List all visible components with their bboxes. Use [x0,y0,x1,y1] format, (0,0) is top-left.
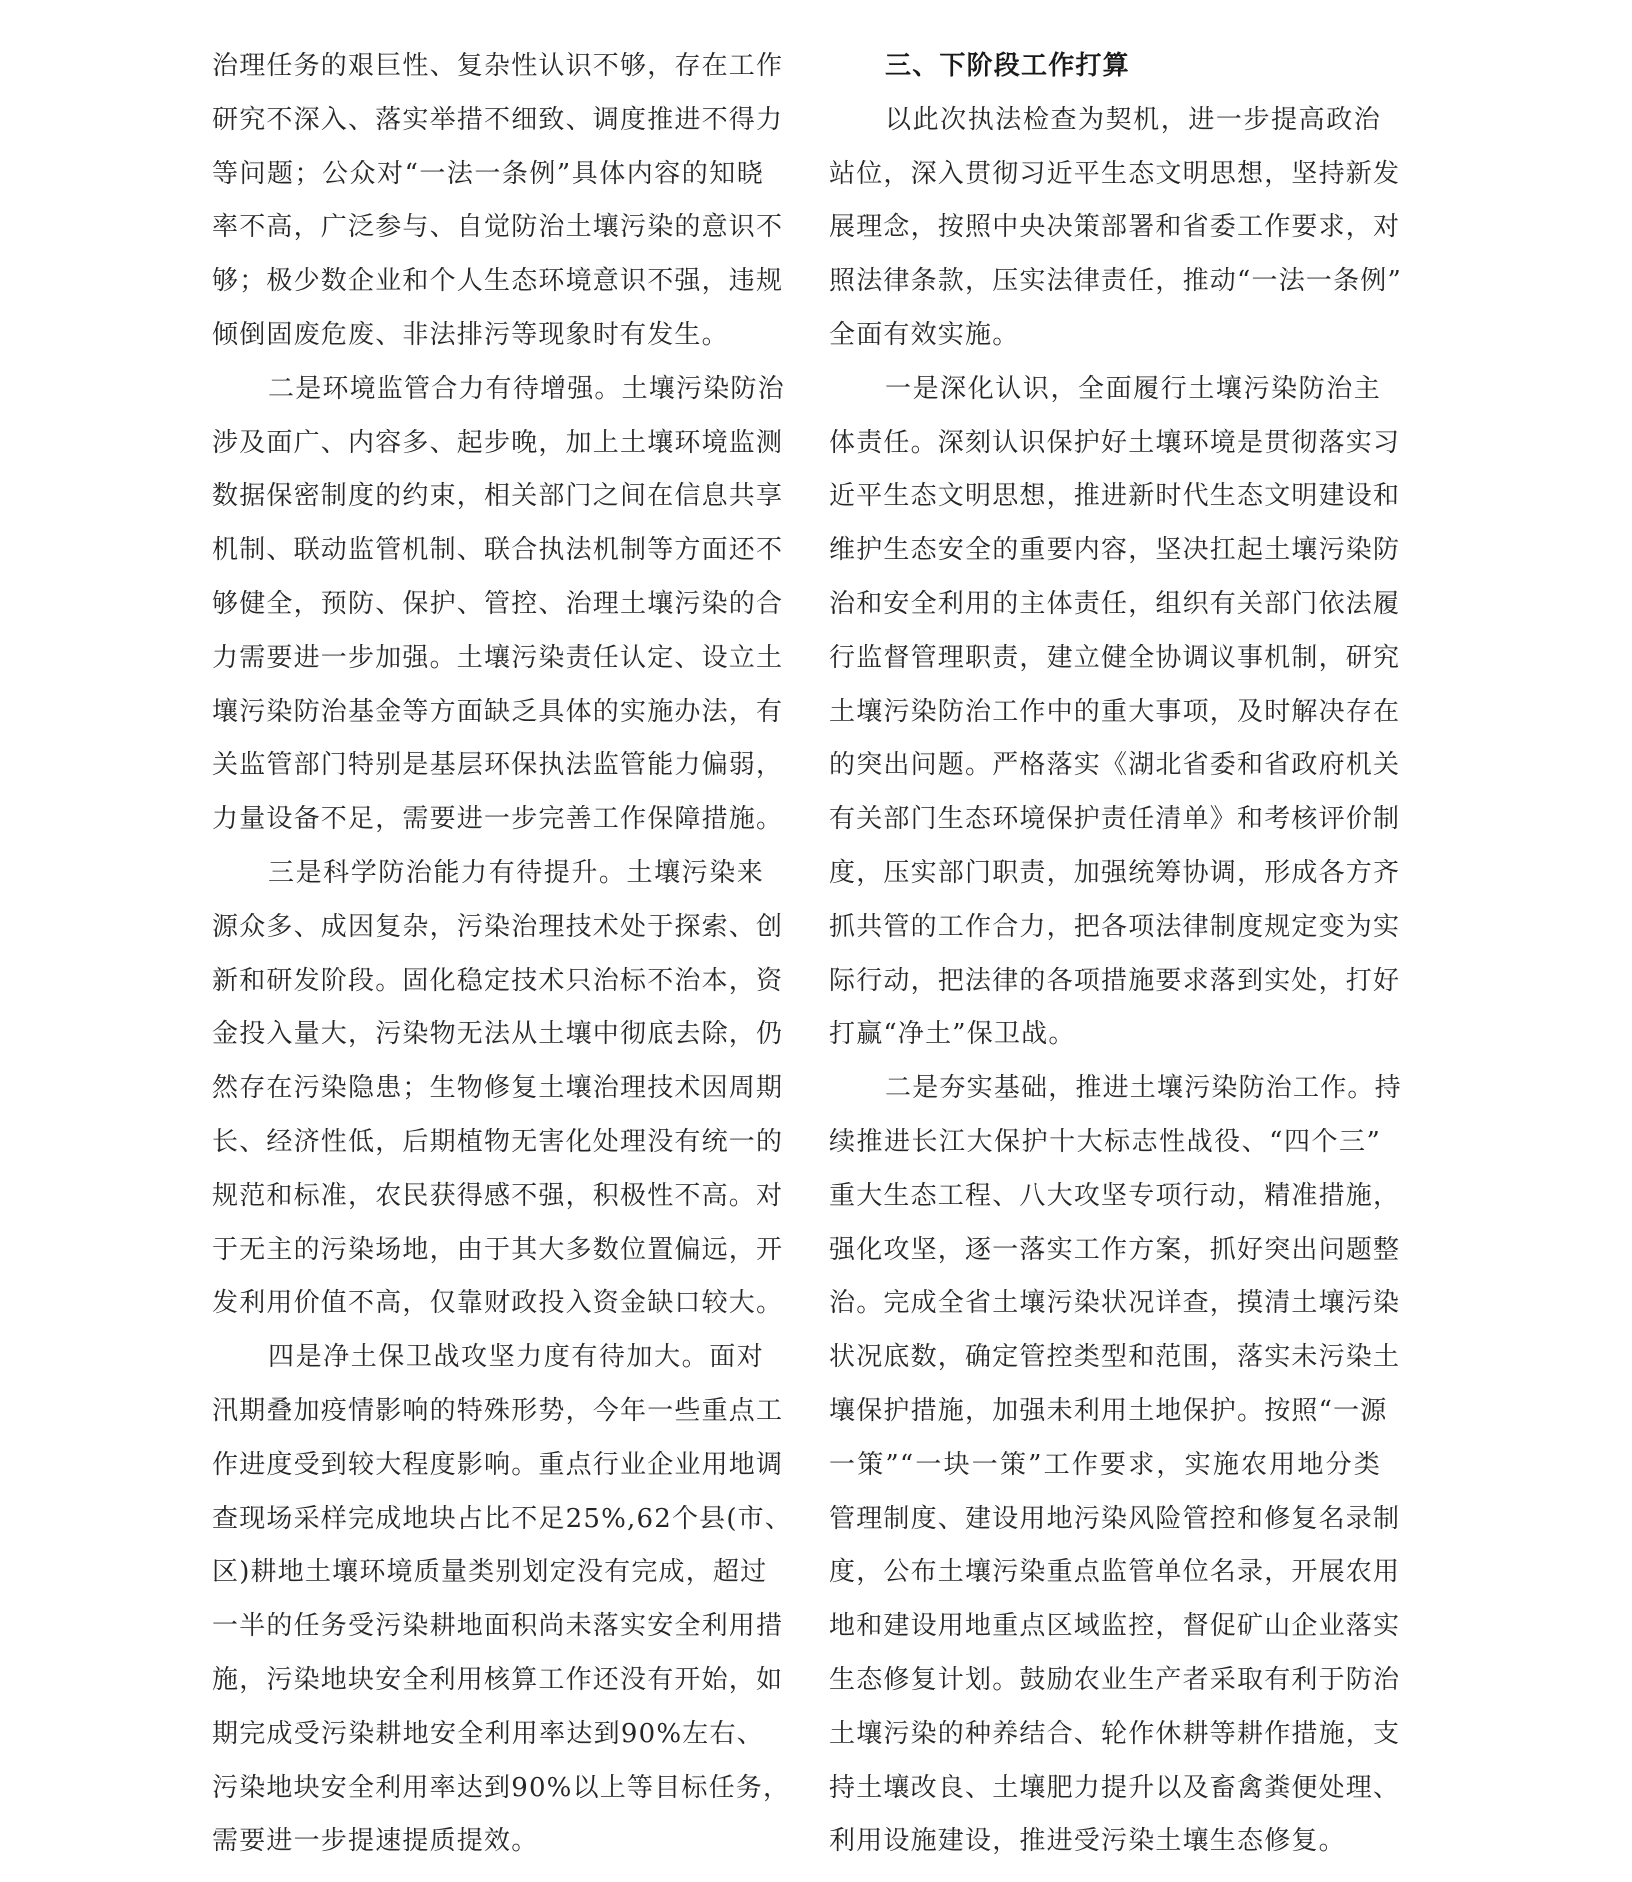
text-line: 等问题；公众对“一法一条例”具体内容的知晓 [212,158,764,189]
text-line: 管理制度、建设用地污染风险管控和修复名录制 [829,1503,1401,1534]
text-line: 长、经济性低，后期植物无害化处理没有统一的 [212,1126,784,1157]
text-line: 一半的任务受污染耕地面积尚未落实安全利用措 [212,1611,784,1642]
paragraph-start: 二是环境监管合力有待增强。土壤污染防治 [268,373,785,404]
text-line: 作进度受到较大程度影响。重点行业企业用地调 [212,1449,784,1480]
text-line: 打赢“净土”保卫战。 [829,1019,1076,1050]
text-line: 重大生态工程、八大攻坚专项行动，精准措施， [829,1180,1401,1211]
text-line: 够；极少数企业和个人生态环境意识不强，违规 [212,266,784,297]
paragraph-start: 以此次执法检查为契机，进一步提高政治 [885,104,1381,135]
text-line: 新和研发阶段。固化稳定技术只治标不治本，资 [212,965,784,996]
text-line: 查现场采样完成地块占比不足25%,62个县(市、 [212,1503,793,1534]
text-line: 率不高，广泛参与、自觉防治土壤污染的意识不 [212,212,784,243]
left-column [212,40,793,1869]
text-line: 够健全，预防、保护、管控、治理土壤污染的合 [212,588,784,619]
text-line: 规范和标准，农民获得感不强，积极性不高。对 [212,1180,784,1211]
text-line: 治和安全利用的主体责任，组织有关部门依法履 [829,588,1401,619]
text-line: 强化攻坚，逐一落实工作方案，抓好突出问题整 [829,1234,1401,1265]
text-line: 度，压实部门职责，加强统筹协调，形成各方齐 [829,857,1401,888]
text-line: 力需要进一步加强。土壤污染责任认定、设立土 [212,642,784,673]
text-line: 持土壤改良、土壤肥力提升以及畜禽粪便处理、 [829,1772,1401,1803]
text-line: 汛期叠加疫情影响的特殊形势，今年一些重点工 [212,1395,784,1426]
text-line: 状况底数，确定管控类型和范围，落实未污染土 [829,1342,1401,1373]
text-line: 源众多、成因复杂，污染治理技术处于探索、创 [212,911,784,942]
paragraph-start: 二是夯实基础，推进土壤污染防治工作。持 [885,1073,1402,1104]
text-line: 数据保密制度的约束，相关部门之间在信息共享 [212,481,784,512]
text-line: 污染地块安全利用率达到90%以上等目标任务， [212,1772,791,1803]
text-line: 全面有效实施。 [829,319,1020,350]
text-line: 金投入量大，污染物无法从土壤中彻底去除，仍 [212,1019,784,1050]
text-line: 地和建设用地重点区域监控，督促矿山企业落实 [829,1611,1401,1642]
text-line: 壤保护措施，加强未利用土地保护。按照“一源 [829,1395,1388,1426]
text-line: 施，污染地块安全利用核算工作还没有开始，如 [212,1664,784,1695]
text-line: 利用设施建设，推进受污染土壤生态修复。 [829,1826,1346,1857]
text-line: 度，公布土壤污染重点监管单位名录，开展农用 [829,1557,1401,1588]
text-line: 研究不深入、落实举措不细致、调度推进不得力 [212,104,784,135]
text-line: 然存在污染隐患；生物修复土壤治理技术因周期 [212,1073,784,1104]
text-line: 倾倒固废危废、非法排污等现象时有发生。 [212,319,729,350]
text-line: 土壤污染防治工作中的重大事项，及时解决存在 [829,696,1401,727]
text-line: 照法律条款，压实法律责任，推动“一法一条例” [829,266,1402,297]
text-line: 体责任。深刻认识保护好土壤环境是贯彻落实习 [829,427,1401,458]
paragraph-start: 三是科学防治能力有待提升。土壤污染来 [268,857,764,888]
text-line: 于无主的污染场地，由于其大多数位置偏远，开 [212,1234,784,1265]
text-line: 关监管部门特别是基层环保执法监管能力偏弱， [212,750,784,781]
text-line: 区)耕地土壤环境质量类别划定没有完成，超过 [212,1557,768,1588]
text-line: 行监督管理职责，建立健全协调议事机制，研究 [829,642,1401,673]
text-line: 抓共管的工作合力，把各项法律制度规定变为实 [829,911,1401,942]
text-line: 有关部门生态环境保护责任清单》和考核评价制 [829,804,1401,835]
text-line: 展理念，按照中央决策部署和省委工作要求，对 [829,212,1401,243]
text-line: 土壤污染的种养结合、轮作休耕等耕作措施，支 [829,1718,1401,1749]
text-line: 一策”“一块一策”工作要求，实施农用地分类 [829,1449,1381,1480]
text-line: 站位，深入贯彻习近平生态文明思想，坚持新发 [829,158,1401,189]
text-line: 维护生态安全的重要内容，坚决扛起土壤污染防 [829,535,1401,566]
section-heading: 三、下阶段工作打算 [885,51,1130,81]
text-line: 发利用价值不高，仅靠财政投入资金缺口较大。 [212,1288,784,1319]
text-line: 涉及面广、内容多、起步晚，加上土壤环境监测 [212,427,784,458]
text-line: 治。完成全省土壤污染状况详查，摸清土壤污染 [829,1288,1401,1319]
text-line: 续推进长江大保护十大标志性战役、“四个三” [829,1126,1381,1157]
text-line: 际行动，把法律的各项措施要求落到实处，打好 [829,965,1401,996]
paragraph-start: 一是深化认识，全面履行土壤污染防治主 [885,373,1381,404]
text-line: 机制、联动监管机制、联合执法机制等方面还不 [212,535,784,566]
right-column [829,40,1402,1869]
text-line: 治理任务的艰巨性、复杂性认识不够，存在工作 [212,51,784,81]
text-line: 生态修复计划。鼓励农业生产者采取有利于防治 [829,1664,1401,1695]
text-line: 近平生态文明思想，推进新时代生态文明建设和 [829,481,1401,512]
text-line: 壤污染防治基金等方面缺乏具体的实施办法，有 [212,696,784,727]
paragraph-start: 四是净土保卫战攻坚力度有待加大。面对 [268,1342,764,1373]
text-line: 期完成受污染耕地安全利用率达到90%左右、 [212,1718,764,1749]
text-line: 的突出问题。严格落实《湖北省委和省政府机关 [829,750,1401,781]
text-line: 力量设备不足，需要进一步完善工作保障措施。 [212,804,784,835]
text-line: 需要进一步提速提质提效。 [212,1826,539,1857]
